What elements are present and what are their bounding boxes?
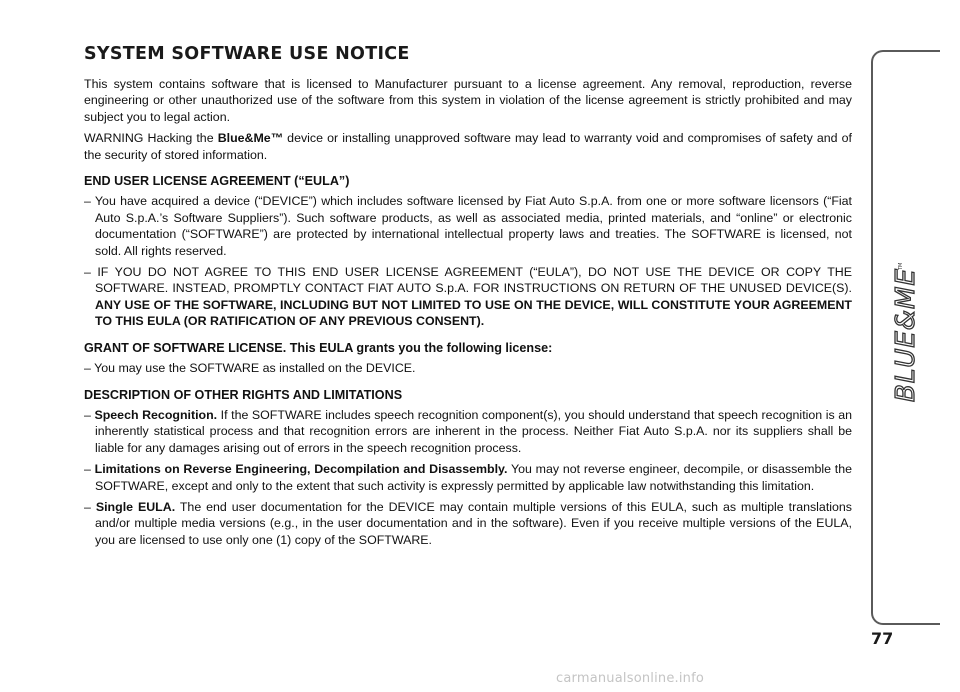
rights-item-text: The end user documentation for the DEVICE may contain multiple versions of this EULA, such as multiple translations and/or multiple media versions (e.g., in the user documentation and in the software). Even if you receive multiple versions of the EULA, you are licensed to use only one (1) copy of the SOFTWARE. (95, 499, 852, 547)
eula-item-agreement-bold: ANY USE OF THE SOFTWARE, INCLUDING BUT NOT LIMITED TO USE ON THE DEVICE, WILL CONSTITUTE YOUR AGREEMENT TO THIS EULA (OR RATIFICATION OF ANY PREVIOUS CONSENT). (95, 297, 852, 329)
list-dash: – (84, 499, 96, 514)
warning-suffix: device or installing unapproved software may lead to warranty void and compromises of safety and of the security of stored information. (84, 131, 852, 162)
rights-item-text: You may not reverse engineer, decompile, or disassemble the SOFTWARE, except and only to the extent that such activity is expressly permitted by applicable law notwithstanding this limitation. (95, 462, 853, 493)
rights-item-single (84, 499, 852, 548)
rights-item-speech (84, 407, 852, 456)
eula-item-agreement (84, 264, 852, 330)
eula-item-agreement-text: – IF YOU DO NOT AGREE TO THIS END USER LICENSE AGREEMENT (“EULA”), DO NOT USE THE DEVICE OR COPY THE SOFTWARE. INSTEAD, PROMPTLY CONTACT FIAT AUTO S.p.A. FOR INSTRUCTIONS ON RETURN OF THE UNUSED DEVICE(S). (84, 265, 852, 296)
warning-paragraph (84, 130, 852, 163)
eula-title: END USER LICENSE AGREEMENT (“EULA”) (84, 174, 350, 189)
page-title: SYSTEM SOFTWARE USE NOTICE (84, 44, 410, 64)
rights-item-label: Single EULA. (95, 499, 176, 514)
grant-title: GRANT OF SOFTWARE LICENSE. This EULA grants you the following license: (84, 340, 553, 355)
rights-item-text: If the SOFTWARE includes speech recognition component(s), you should understand that speech recognition is an inherently statistical process and that recognition errors are inherent in the process. Neither Fiat Auto S.p.A. nor its suppliers shall be liable for any damages arising out of errors in the speech recognition process. (95, 407, 853, 455)
svg-text:TM: TM (898, 262, 904, 270)
grant-item: – You may use the SOFTWARE as installed on the DEVICE. (84, 361, 416, 376)
rights-item-reverse (84, 461, 852, 494)
document-page (84, 44, 852, 553)
eula-item-device: – You have acquired a device (“DEVICE”) which includes software licensed by Fiat Auto S.p.A. from one or more software licensors (“Fiat Auto S.p.A.’s Software Suppliers”). Such software products, as well as associated media, printed materials, and “online” or electronic documentation (“SOFTWARE”) are protected by international intellectual property laws and treaties. The SOFTWARE is licensed, not sold. All rights reserved. (84, 194, 852, 258)
page-number: 77 (871, 629, 894, 648)
svg-text:BLUE&ME: BLUE&ME (891, 268, 921, 402)
rights-item-label: Speech Recognition. (94, 407, 218, 422)
intro-paragraph: This system contains software that is licensed to Manufacturer pursuant to a license agreement. Any removal, reproduction, reverse engineering or other unauthorized use of the software from this system in violation of the license agreement is strictly prohibited and may subject you to legal action. (84, 77, 852, 124)
rights-item-label: Limitations on Reverse Engineering, Decompilation and Disassembly. (94, 462, 508, 477)
brand-name: Blue&Me™ (217, 131, 284, 146)
watermark: carmanualsonline.info (556, 671, 705, 686)
list-dash: – (84, 407, 95, 422)
blue-and-me-logo (884, 252, 928, 412)
list-dash: – (84, 462, 95, 477)
rights-title: DESCRIPTION OF OTHER RIGHTS AND LIMITATIONS (84, 387, 403, 402)
warning-prefix: WARNING Hacking the (84, 131, 218, 146)
